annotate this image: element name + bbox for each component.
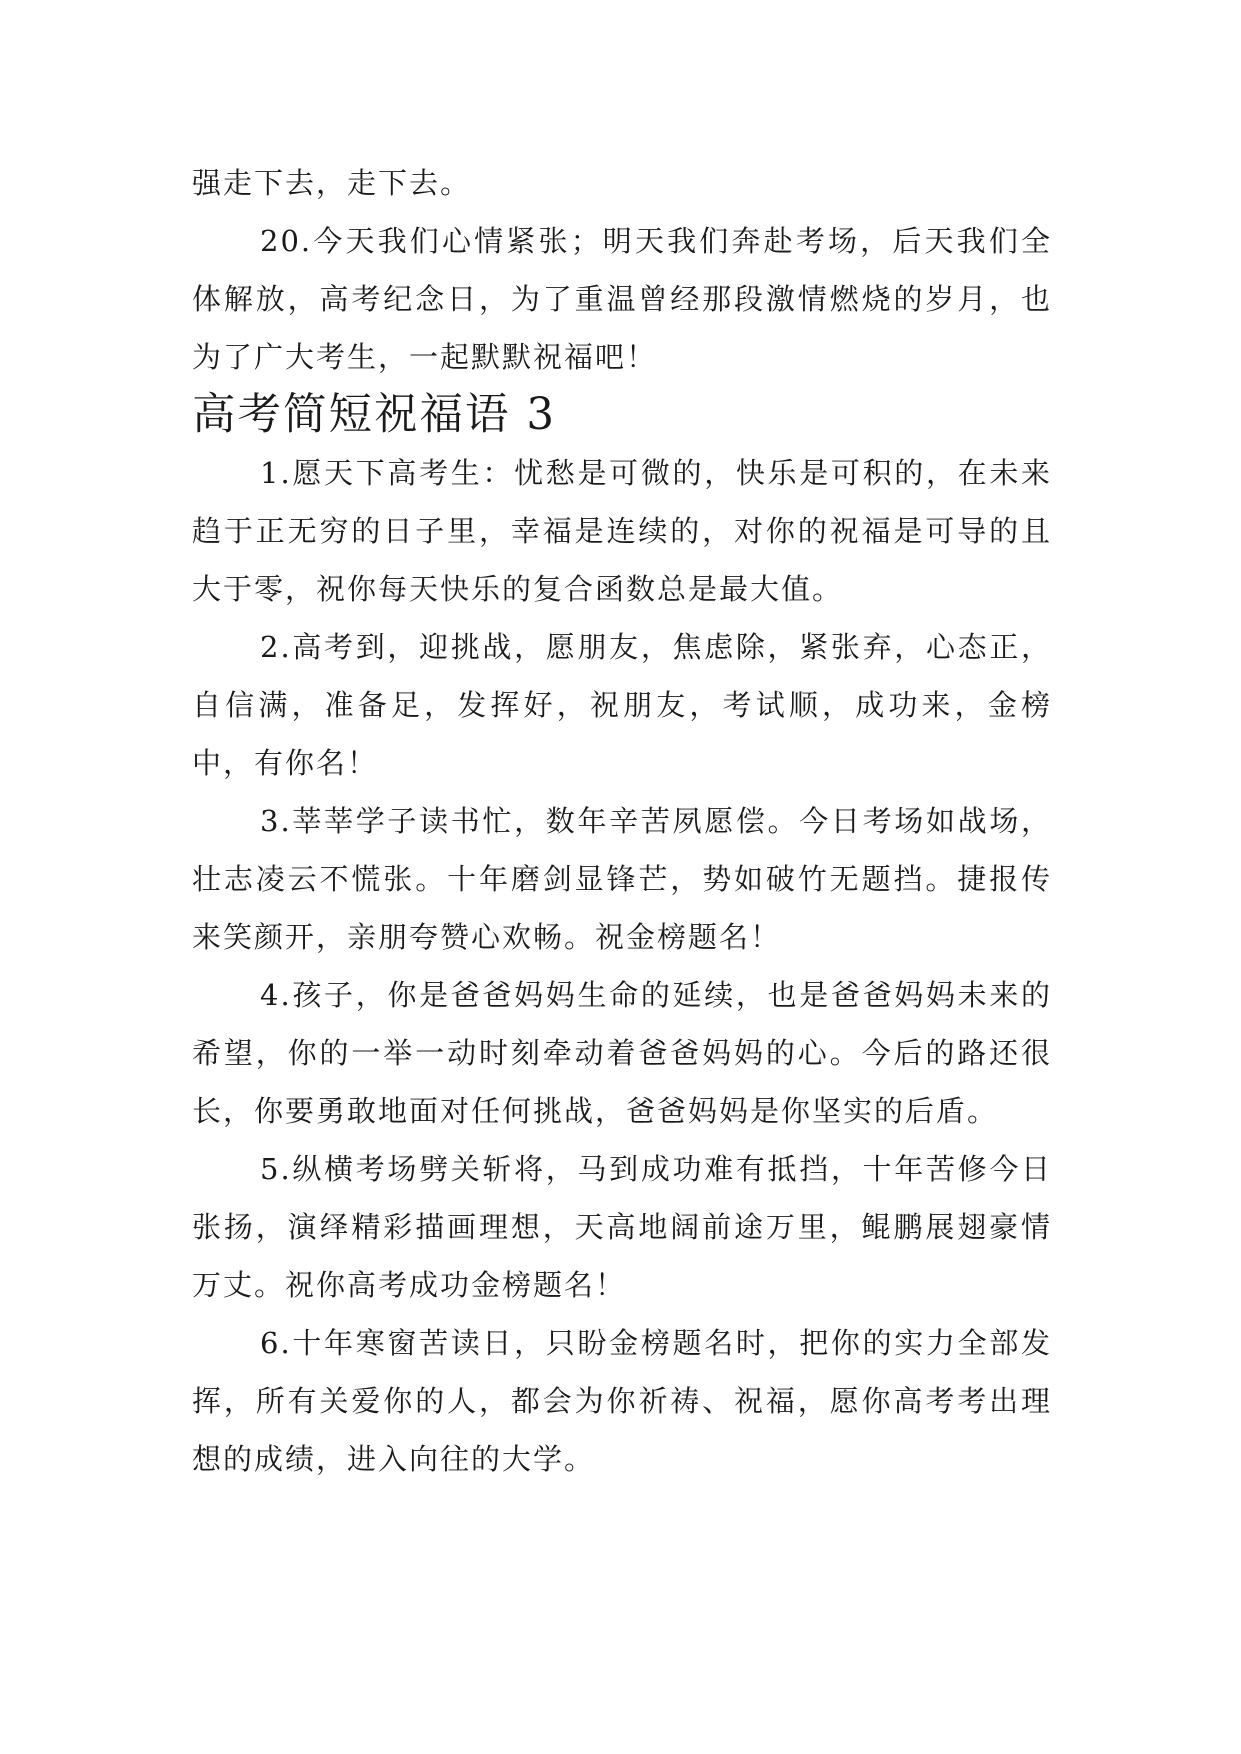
section-heading: 高考简短祝福语 3 bbox=[192, 390, 557, 440]
paragraph-item-3: 3.莘莘学子读书忙，数年辛苦夙愿偿。今日考场如战场，壮志凌云不慌张。十年磨剑显锋芒，势如破竹无题挡。捷报传来笑颜开，亲朋夸赞心欢畅。祝金榜题名！ bbox=[192, 804, 1052, 954]
paragraph-item-5: 5.纵横考场劈关斩将，马到成功难有抵挡，十年苦修今日张扬，演绎精彩描画理想，天高地阔前途万里，鲲鹏展翅豪情万丈。祝你高考成功金榜题名！ bbox=[192, 1152, 1052, 1302]
paragraph-item-4: 4.孩子，你是爸爸妈妈生命的延续，也是爸爸妈妈未来的希望，你的一举一动时刻牵动着爸爸妈妈的心。今后的路还很长，你要勇敢地面对任何挑战，爸爸妈妈是你坚实的后盾。 bbox=[192, 978, 1052, 1128]
paragraph-item-2: 2.高考到，迎挑战，愿朋友，焦虑除，紧张弃，心态正，自信满，准备足，发挥好，祝朋友，考试顺，成功来，金榜中，有你名！ bbox=[192, 630, 1052, 780]
paragraph-item-20: 20.今天我们心情紧张；明天我们奔赴考场，后天我们全体解放，高考纪念日，为了重温曾经那段激情燃烧的岁月，也为了广大考生，一起默默祝福吧！ bbox=[192, 224, 1052, 374]
paragraph-item-1: 1.愿天下高考生：忧愁是可微的，快乐是可积的，在未来趋于正无穷的日子里，幸福是连续的，对你的祝福是可导的且大于零，祝你每天快乐的复合函数总是最大值。 bbox=[192, 456, 1052, 606]
document-page bbox=[192, 154, 1052, 1488]
paragraph-continuation: 强走下去，走下去。 bbox=[192, 166, 472, 200]
paragraph-item-6: 6.十年寒窗苦读日，只盼金榜题名时，把你的实力全部发挥，所有关爱你的人，都会为你祈祷、祝福，愿你高考考出理想的成绩，进入向往的大学。 bbox=[192, 1326, 1052, 1476]
